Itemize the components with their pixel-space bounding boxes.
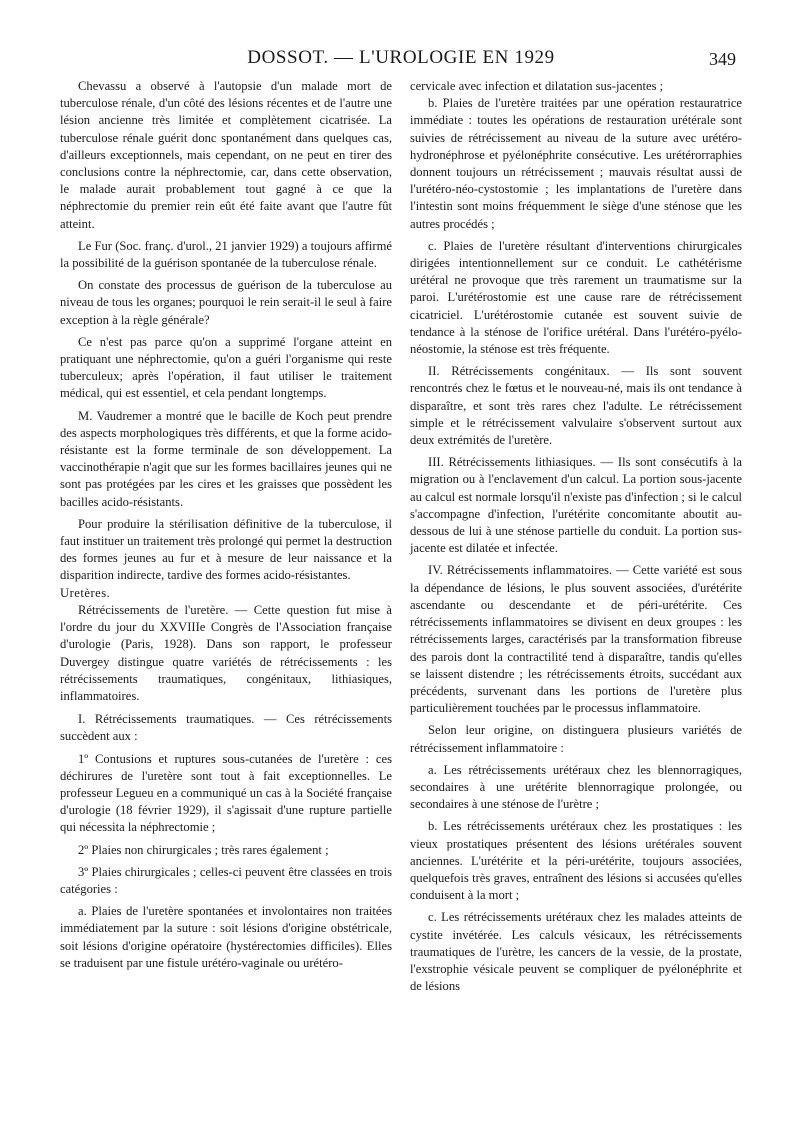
paragraph: Chevassu a observé à l'autopsie d'un malade mort de tuberculose rénale, d'un côté des lésions récentes et de l'autre une lésion ancienne très limitée et complètement cicatrisée. La tuberculose rénale guérit donc spontanément dans quelques cas, d'ailleurs exceptionnels, mais cependant, on ne peut en tirer des conclusions contre la néphrectomie, car, dans cette observation, le malade aurait probablement tout gagné à ce que la néphrectomie du premier rein eût été faite avant que l'autre fût atteint. — [60, 79, 392, 231]
paragraph: IV. Rétrécissements inflammatoires. — Cette variété est sous la dépendance de lésions, le plus souvent associées, d'urétérite ascendante ou descendante et de péri-urétérite. Ces rétrécissements inflammatoires se divisent en deux groupes : les rétrécissements larges, caractérisés par la transformation fibreuse des parois dont la contractilité tend à disparaître, tandis qu'elles se laissent distendre ; les rétrécissements étroits, succédant aux précédents, survenant dans les portions de l'uretère plus particulièrement touchées par le processus inflammatoire. — [410, 563, 742, 716]
running-title: DOSSOT. — L'UROLOGIE EN 1929 — [247, 47, 555, 68]
body-columns — [60, 78, 742, 995]
section-title: Uretères. — [60, 585, 111, 600]
paragraph: M. Vaudremer a montré que le bacille de Koch peut prendre des aspects morphologiques très différents, et que la forme acido-résistante est la forme terminale de son développement. La vaccinothérapie n'agit que sur les formes bacillaires jeunes qui ne sont pas protégées par les cires et les graisses que possèdent les bacilles acido-résistants. — [60, 408, 392, 509]
paragraph: I. Rétrécissements traumatiques. — Ces rétrécissements succèdent aux : — [60, 712, 392, 744]
paragraph: On constate des processus de guérison de la tuberculose au niveau de tous les organes; pourquoi le rein serait-il le seul à faire exception à la règle générale? — [60, 278, 392, 327]
paragraph: Ce n'est pas parce qu'on a supprimé l'organe atteint en pratiquant une néphrectomie, qu'on a guéri l'organisme qui reste tuberculeux; après l'opération, il faut utiliser le traitement médical, qui est essentiel, et cela pendant longtemps. — [60, 334, 392, 401]
paragraph: a. Plaies de l'uretère spontanées et involontaires non traitées immédiatement par la suture : soit lésions d'origine obstétricale, soit lésions d'origine opératoire (hystérectomies difficiles). Elles se traduisent par une fistule urétéro-vaginale ou urétéro- — [60, 904, 392, 970]
paragraph: cervicale avec infection et dilatation sus-jacentes ; — [410, 79, 664, 93]
paragraph: a. Les rétrécissements urétéraux chez les blennorragiques, secondaires à une urétérite blennorragique prolongée, ou secondaires à une sténose de l'urètre ; — [410, 762, 742, 812]
paragraph: Pour produire la stérilisation définitive de la tuberculose, il faut instituer un traitement très prolongé qui permet la destruction des formes jeunes au fur et à mesure de leur naissance et la disparition indirecte, tardive des formes acido-résistantes. — [60, 516, 392, 583]
paragraph: Selon leur origine, on distinguera plusieurs variétés de rétrécissement inflammatoire : — [410, 723, 742, 755]
right-column — [410, 78, 742, 995]
paragraph: Rétrécissements de l'uretère. — Cette question fut mise à l'ordre du jour du XXVIIIe Congrès de l'Association française d'urologie (Paris, 1928). Dans son rapport, le professeur Duvergey distingue quatre variétés de rétrécissements : les rétrécissements traumatiques, congénitaux, lithiasiques, inflammatoires. — [60, 602, 392, 703]
left-column — [60, 78, 392, 995]
paragraph: c. Les rétrécissements urétéraux chez les malades atteints de cystite invétérée. Les calculs vésicaux, les rétrécissements traumatiques de l'urètre, les cancers de la vessie, de la prostate, l'exstrophie vésicale peuvent se compliquer de pyélonéphrite et de lésions — [410, 910, 742, 994]
paragraph: 2º Plaies non chirurgicales ; très rares également ; — [78, 842, 329, 857]
paragraph: III. Rétrécissements lithiasiques. — Ils sont consécutifs à la migration ou à l'enclavement d'un calcul. La portion sous-jacente au calcul est normale lorsqu'il n'existe pas d'infection ; si le calcul s'accompagne d'infection, l'urétérite concomitante aboutit au-dessous de lui à une sténose partielle du conduit. La portion sus-jacente est dilatée et infectée. — [410, 455, 742, 556]
paragraph: c. Plaies de l'uretère résultant d'interventions chirurgicales dirigées intentionnellement sur ce conduit. Le cathétérisme urétéral ne provoque que très rarement un traumatisme sur la paroi. L'urétérostomie est une cause rare de rétrécissement cicatriciel. L'urétérostomie cutanée est souvent suivie de tendance à la sténose de l'orifice urétéral. Dans l'urétéro-pyélo-néostomie, la sténose est très fréquente. — [410, 238, 742, 357]
paragraph: b. Plaies de l'uretère traitées par une opération restauratrice immédiate : toutes les opérations de restauration urétérale sont suivies de rétrécissement au niveau de la suture avec urétéro-hydronéphrose et pyélonéphrite consécutive. Les urétérorraphies donnent toujours un rétrécissement ; mauvais résultat aussi de l'urétéro-néo-cystostomie ; les implantations de l'uretère dans l'intestin sont moins fréquemment le siège d'une sténose que les autres procédés ; — [410, 96, 742, 231]
page-number: 349 — [709, 49, 736, 69]
page-header — [60, 44, 742, 78]
paragraph: b. Les rétrécissements urétéraux chez les prostatiques : les vieux prostatiques présentent des lésions urétérales souvent anciennes. L'urétérite et la péri-urétérite, toujours associées, quelquefois très graves, entraînent des lésions si accusées qu'elles conduisent à la mort ; — [410, 819, 742, 903]
paragraph: Le Fur (Soc. franç. d'urol., 21 janvier 1929) a toujours affirmé la possibilité de la guérison spontanée de la tuberculose rénale. — [60, 238, 392, 271]
paragraph: 3º Plaies chirurgicales ; celles-ci peuvent être classées en trois catégories : — [60, 864, 392, 896]
paragraph: 1º Contusions et ruptures sous-cutanées de l'uretère : ces déchirures de l'uretère sont tout à fait exceptionnelles. Le professeur Legueu en a communiqué un cas à la Société française d'urologie (18 février 1929), il s'agissait d'une rupture partielle qui nécessita la néphrectomie ; — [60, 751, 392, 835]
paragraph: II. Rétrécissements congénitaux. — Ils sont souvent rencontrés chez le fœtus et le nouveau-né, mais ils ont tendance à disparaître, et sont très rares chez l'adulte. Le rétrécissement simple et le rétrécissement valvulaire s'observent surtout aux deux extrémités de l'uretère. — [410, 364, 742, 448]
